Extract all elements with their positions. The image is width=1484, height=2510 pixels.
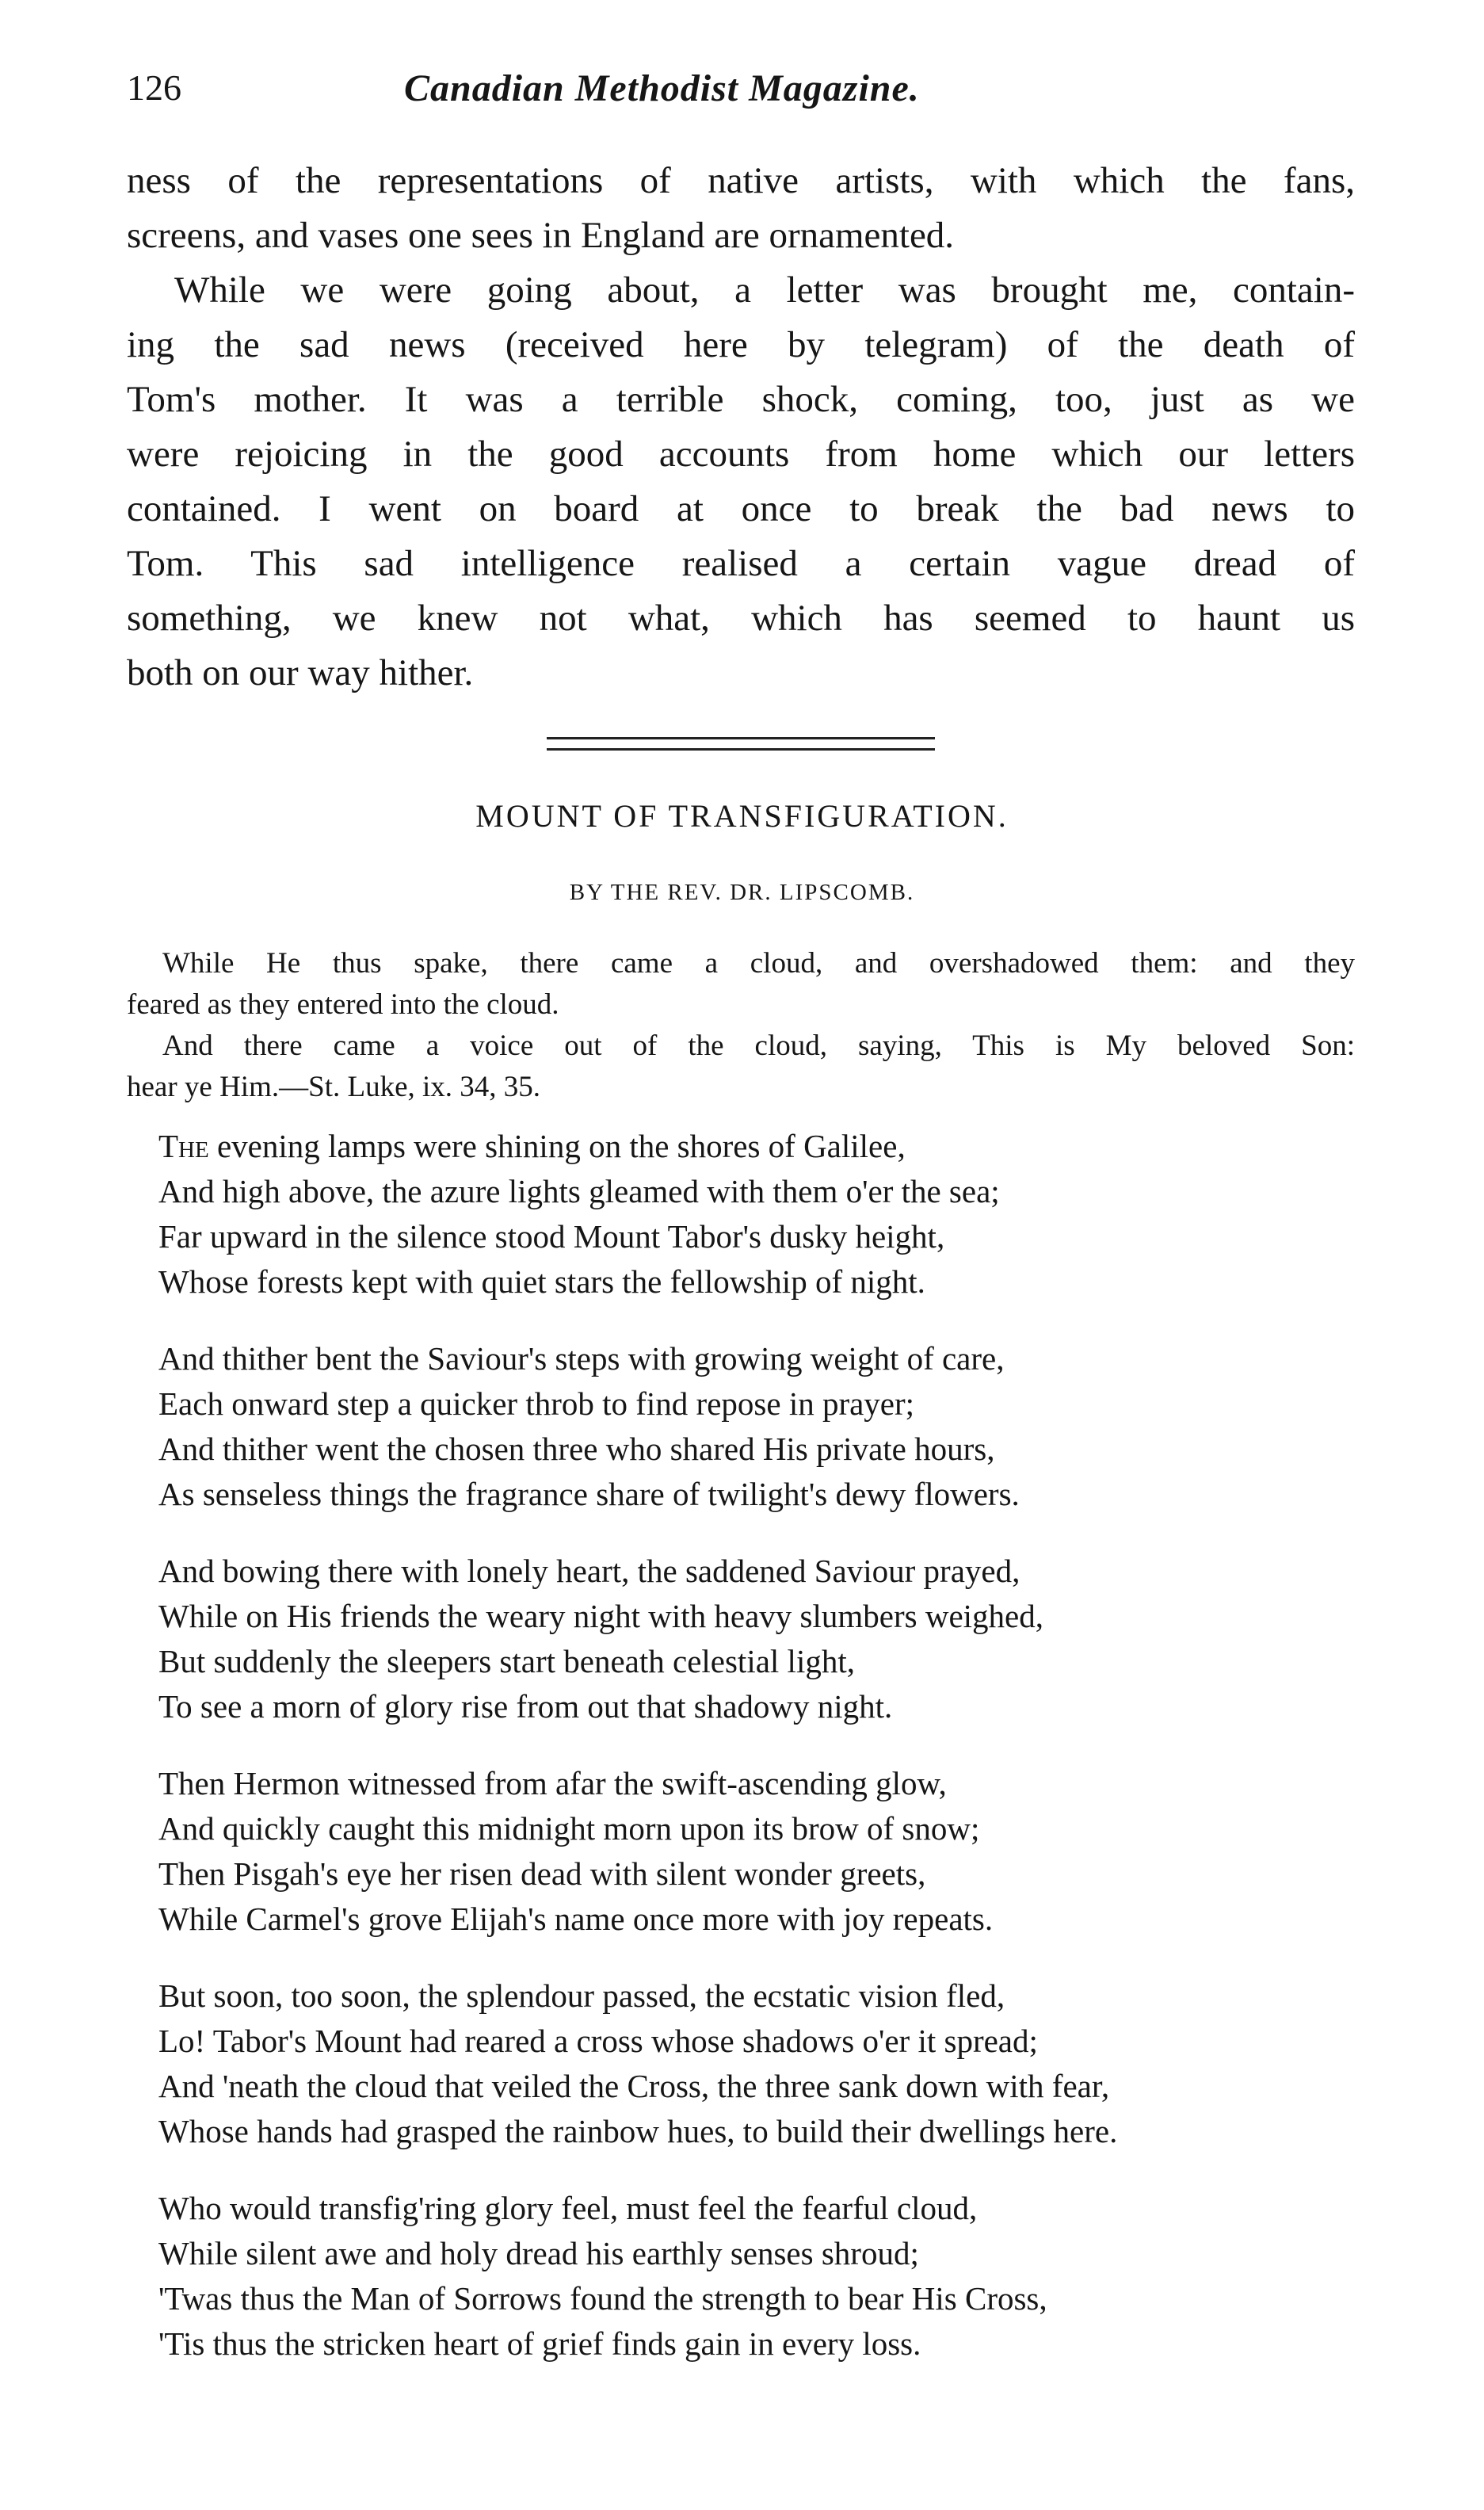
stanza: [158, 1549, 1355, 1729]
poem-title: MOUNT OF TRANSFIGURATION.: [475, 798, 1009, 834]
prose-line: ness of the representations of native artists, with which the fans,: [127, 160, 1355, 201]
prose-line: something, we knew not what, which has seemed to haunt us: [127, 598, 1355, 639]
verse-line: To see a morn of glory rise from out that shadowy night.: [158, 1688, 893, 1725]
prose-line: were rejoicing in the good accounts from home which our letters: [127, 434, 1355, 475]
section-divider-top: [547, 737, 935, 739]
prose-line: contained. I went on board at once to break the bad news to: [127, 488, 1355, 529]
verse-line: While silent awe and holy dread his earthly senses shroud;: [158, 2235, 919, 2271]
verse-line: 'Twas thus the Man of Sorrows found the strength to bear His Cross,: [158, 2280, 1047, 2317]
poem-body: [158, 1124, 1355, 2398]
verse-line: And thither bent the Saviour's steps with growing weight of care,: [158, 1340, 1005, 1377]
stanza: [158, 1973, 1355, 2154]
stanza: [158, 1336, 1355, 1517]
running-title: Canadian Methodist Magazine.: [404, 67, 920, 109]
poem-byline: BY THE REV. DR. LIPSCOMB.: [569, 880, 915, 905]
verse-line: And quickly caught this midnight morn upon its brow of snow;: [158, 1810, 980, 1847]
stanza: [158, 1761, 1355, 1942]
epigraph-line: And there came a voice out of the cloud, saying, This is My beloved Son:: [162, 1030, 1355, 1062]
page-header: [127, 67, 1363, 122]
verse-line: And thither went the chosen three who shared His private hours,: [158, 1431, 995, 1467]
verse-line: Whose hands had grasped the rainbow hues, to build their dwellings here.: [158, 2113, 1118, 2149]
verse-line: Far upward in the silence stood Mount Tabor's dusky height,: [158, 1218, 945, 1255]
verse-line: 'Tis thus the stricken heart of grief finds gain in every loss.: [158, 2325, 921, 2362]
verse-line: While Carmel's grove Elijah's name once more with joy repeats.: [158, 1901, 994, 1937]
prose-paragraphs: [127, 154, 1355, 701]
verse-line: As senseless things the fragrance share of twilight's dewy flowers.: [158, 1476, 1020, 1512]
prose-line: both on our way hither.: [127, 652, 474, 693]
prose-line: Tom's mother. It was a terrible shock, coming, too, just as we: [127, 379, 1355, 420]
verse-line: Each onward step a quicker throb to find repose in prayer;: [158, 1385, 915, 1422]
verse-first-word: The: [158, 1128, 209, 1164]
verse-line-text: evening lamps were shining on the shores of Galilee,: [216, 1128, 906, 1164]
prose-line: Tom. This sad intelligence realised a certain vague dread of: [127, 543, 1355, 584]
verse-line: But soon, too soon, the splendour passed, the ecstatic vision fled,: [158, 1977, 1005, 2014]
page-number: 126: [127, 67, 181, 108]
verse-line: But suddenly the sleepers start beneath celestial light,: [158, 1643, 855, 1679]
poem-epigraph: [127, 943, 1355, 1108]
verse-line: Who would transfig'ring glory feel, must feel the fearful cloud,: [158, 2190, 978, 2226]
prose-line: screens, and vases one sees in England are ornamented.: [127, 215, 955, 256]
epigraph-line: While He thus spake, there came a cloud, and overshadowed them: and they: [162, 947, 1355, 980]
verse-line: And high above, the azure lights gleamed with them o'er the sea;: [158, 1173, 1000, 1209]
stanza: [158, 1124, 1355, 1305]
epigraph-line: feared as they entered into the cloud.: [127, 988, 559, 1021]
verse-line: Lo! Tabor's Mount had reared a cross whose shadows o'er it spread;: [158, 2023, 1038, 2059]
verse-line: [158, 1124, 1355, 1169]
verse-line: Whose forests kept with quiet stars the fellowship of night.: [158, 1263, 925, 1300]
verse-line: And 'neath the cloud that veiled the Cross, the three sank down with fear,: [158, 2068, 1110, 2104]
section-divider-bottom: [547, 748, 935, 751]
verse-line: Then Pisgah's eye her risen dead with silent wonder greets,: [158, 1855, 926, 1892]
verse-line: Then Hermon witnessed from afar the swift-ascending glow,: [158, 1765, 947, 1801]
prose-line: ing the sad news (received here by telegram) of the death of: [127, 324, 1355, 365]
verse-line: While on His friends the weary night with heavy slumbers weighed,: [158, 1598, 1043, 1634]
epigraph-line: hear ye Him.—St. Luke, ix. 34, 35.: [127, 1071, 541, 1103]
verse-line: And bowing there with lonely heart, the saddened Saviour prayed,: [158, 1553, 1020, 1589]
prose-line: While we were going about, a letter was brought me, contain-: [174, 269, 1355, 311]
stanza: [158, 2186, 1355, 2367]
